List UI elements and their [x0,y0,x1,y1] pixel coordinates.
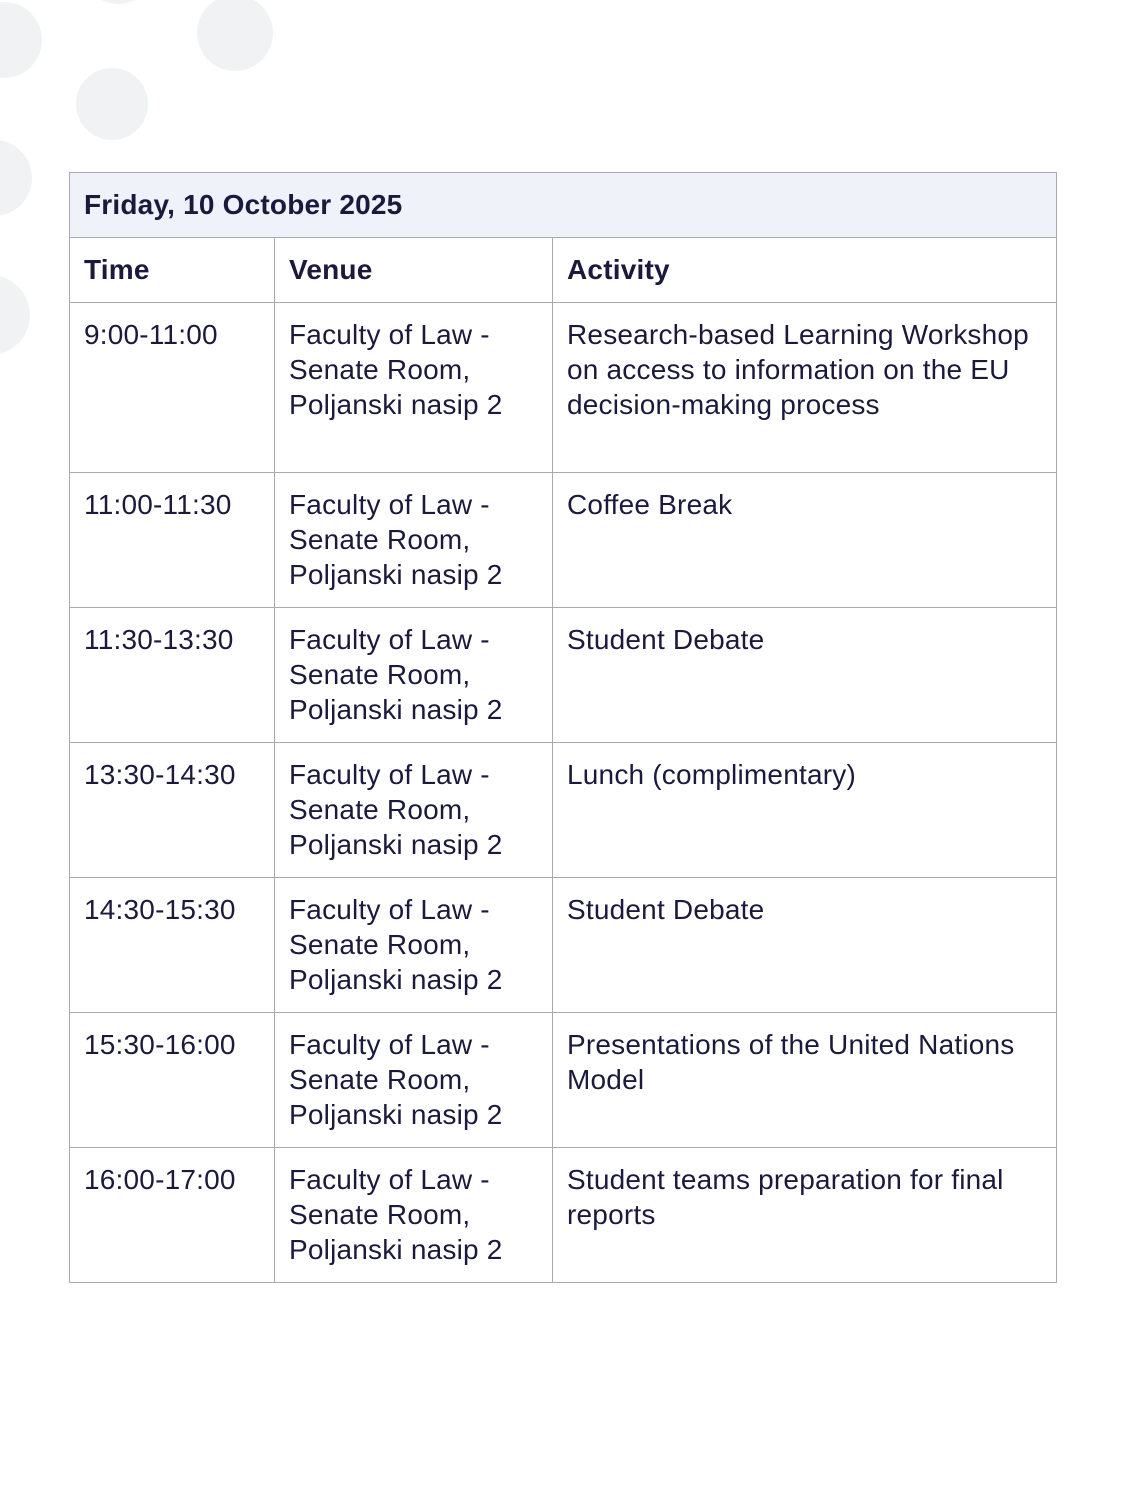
venue-line: Poljanski nasip 2 [289,694,503,725]
venue-cell [275,608,553,743]
time-cell: 11:30-13:30 [70,608,275,743]
time-cell: 11:00-11:30 [70,473,275,608]
venue-line: Poljanski nasip 2 [289,964,503,995]
venue-line: Senate Room, [289,1064,471,1095]
venue-line: Faculty of Law - [289,489,490,520]
table-row [70,303,1057,473]
venue-line: Poljanski nasip 2 [289,1234,503,1265]
venue-cell [275,303,553,473]
venue-line: Poljanski nasip 2 [289,829,503,860]
schedule-table [69,172,1057,1283]
day-header-row [70,173,1057,238]
venue-line: Poljanski nasip 2 [289,559,503,590]
venue-line: Faculty of Law - [289,1029,490,1060]
time-cell: 15:30-16:00 [70,1013,275,1148]
column-header-activity: Activity [553,238,1057,303]
activity-cell: Student teams preparation for final reports [553,1148,1057,1283]
venue-line: Faculty of Law - [289,319,490,350]
decor-dot [82,0,154,4]
venue-line: Faculty of Law - [289,894,490,925]
venue-line: Faculty of Law - [289,1164,490,1195]
venue-line: Senate Room, [289,354,471,385]
decor-dot [0,140,32,216]
table-row [70,1148,1057,1283]
decor-dot [76,68,148,140]
activity-cell: Coffee Break [553,473,1057,608]
time-cell: 14:30-15:30 [70,878,275,1013]
column-header-venue: Venue [275,238,553,303]
venue-line: Senate Room, [289,1199,471,1230]
venue-cell [275,878,553,1013]
venue-line: Faculty of Law - [289,759,490,790]
time-cell: 16:00-17:00 [70,1148,275,1283]
activity-cell: Student Debate [553,878,1057,1013]
column-header-time: Time [70,238,275,303]
venue-line: Poljanski nasip 2 [289,1099,503,1130]
activity-cell: Research-based Learning Workshop on access to information on the EU decision-making process [553,303,1057,473]
table-row [70,878,1057,1013]
venue-cell [275,1013,553,1148]
venue-line: Faculty of Law - [289,624,490,655]
activity-cell: Lunch (complimentary) [553,743,1057,878]
activity-cell: Student Debate [553,608,1057,743]
decor-dot [0,275,30,355]
column-header-row [70,238,1057,303]
venue-line: Senate Room, [289,794,471,825]
time-cell: 9:00-11:00 [70,303,275,473]
venue-cell [275,473,553,608]
venue-line: Senate Room, [289,524,471,555]
day-title: Friday, 10 October 2025 [70,173,1057,238]
table-row [70,1013,1057,1148]
venue-line: Senate Room, [289,659,471,690]
activity-cell: Presentations of the United Nations Model [553,1013,1057,1148]
table-row [70,608,1057,743]
venue-cell [275,743,553,878]
decor-dot [197,0,273,71]
time-cell: 13:30-14:30 [70,743,275,878]
venue-line: Poljanski nasip 2 [289,389,503,420]
venue-cell [275,1148,553,1283]
venue-line: Senate Room, [289,929,471,960]
table-row [70,743,1057,878]
decor-dot [0,2,42,78]
table-row [70,473,1057,608]
